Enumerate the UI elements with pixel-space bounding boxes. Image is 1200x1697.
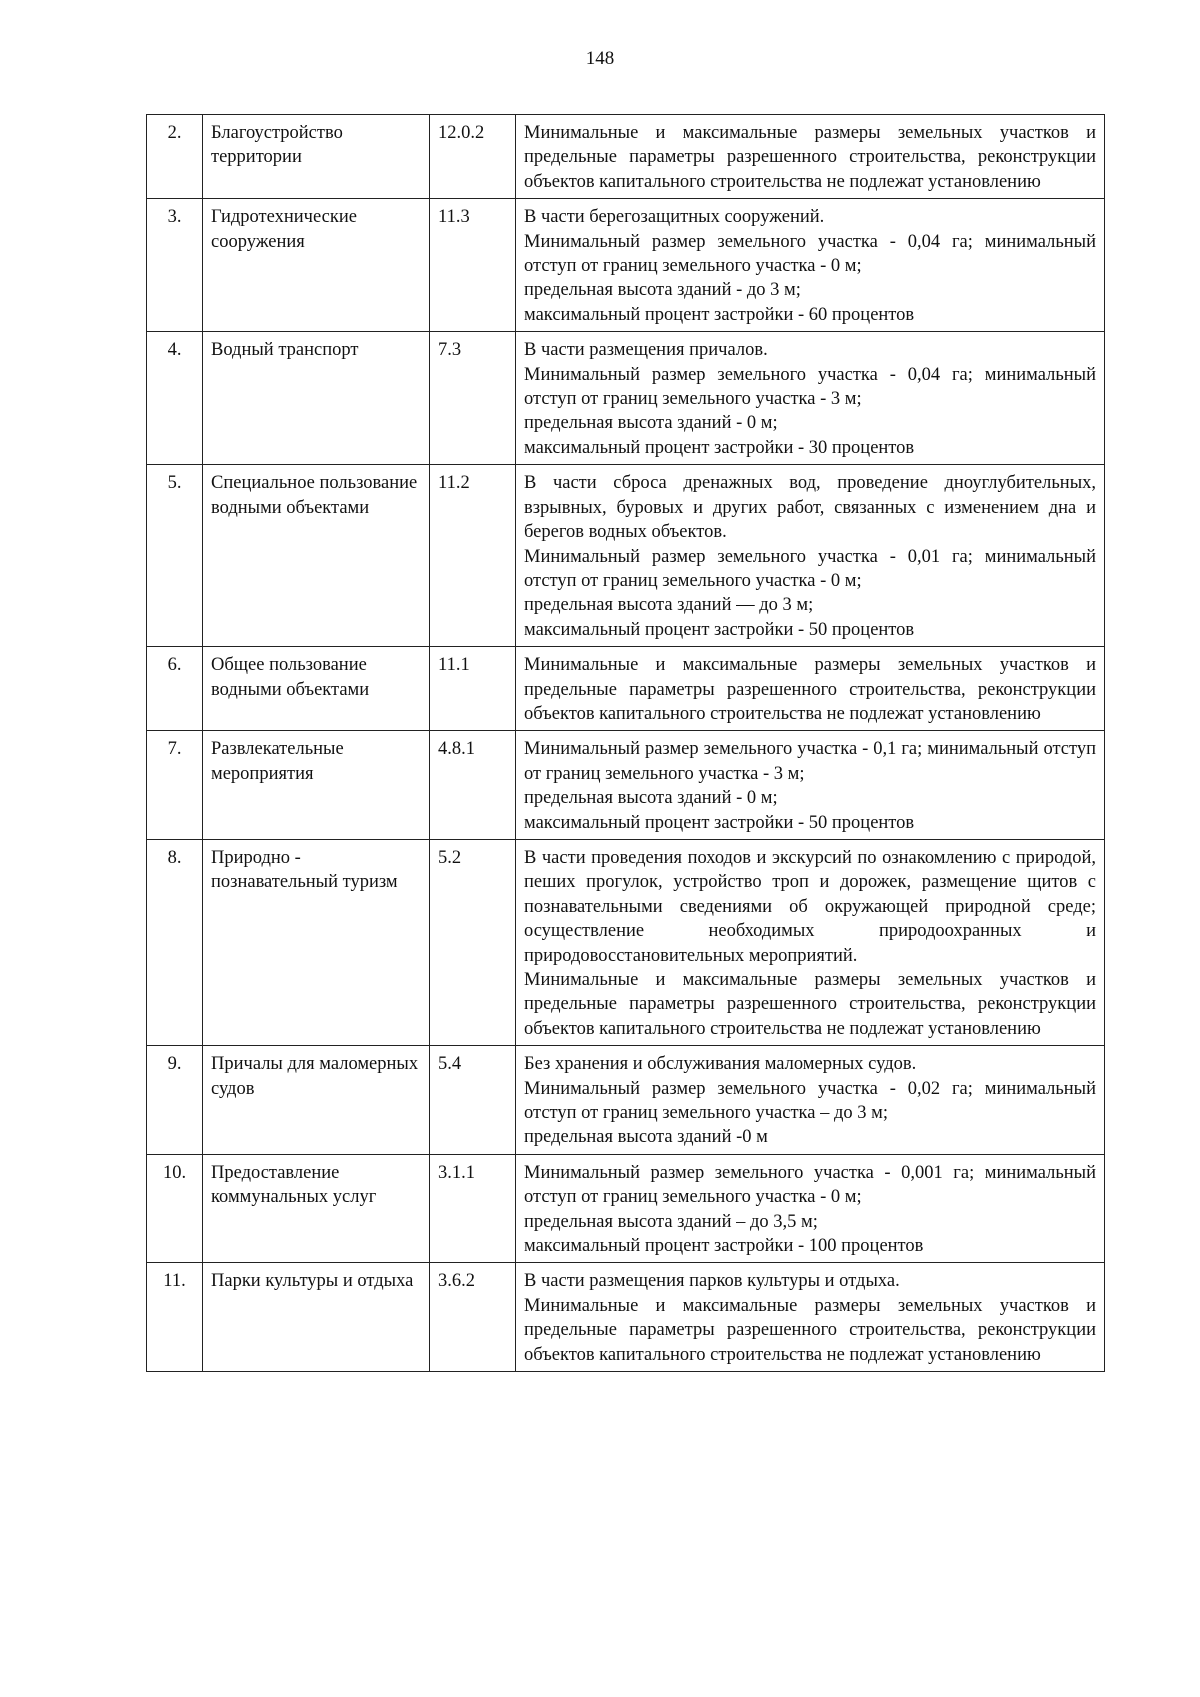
parameter-text: Минимальный размер земельного участка - 0,1 га; минимальный отступ от границ земельного участка - 3 м;	[524, 739, 1096, 784]
table-row	[147, 647, 1105, 731]
permitted-use-table	[146, 114, 1105, 1372]
use-code-cell: 12.0.2	[430, 115, 516, 199]
use-name-cell: Водный транспорт	[203, 332, 430, 465]
parameter-text: В части сброса дренажных вод, проведение дноуглубительных, взрывных, буровых и других работ, связанных с изменением дна и берегов водных объектов.	[524, 473, 1096, 543]
use-code-cell: 11.3	[430, 199, 516, 332]
parameters-cell	[516, 199, 1105, 332]
parameter-text: предельная высота зданий - 0 м;	[524, 413, 778, 434]
use-name-cell: Парки культуры и отдыха	[203, 1263, 430, 1372]
table-row	[147, 731, 1105, 840]
row-number-cell: 7.	[147, 731, 203, 840]
parameter-text: предельная высота зданий - 0 м;	[524, 788, 778, 809]
table-row	[147, 332, 1105, 465]
parameters-cell	[516, 731, 1105, 840]
table-body	[147, 115, 1105, 1372]
use-code-cell: 11.1	[430, 647, 516, 731]
parameter-text: предельная высота зданий -0 м	[524, 1127, 768, 1148]
use-name-cell: Общее пользование водными объектами	[203, 647, 430, 731]
page-number: 148	[585, 48, 615, 69]
parameter-text: Минимальные и максимальные размеры земельных участков и предельные параметры разрешенного строительства, реконструкции объектов капитального строительства не подлежат установлению	[524, 655, 1096, 724]
parameter-text: Минимальный размер земельного участка - 0,04 га; минимальный отступ от границ земельного участка - 3 м;	[524, 364, 1096, 410]
parameters-cell	[516, 332, 1105, 465]
use-code-cell: 3.1.1	[430, 1154, 516, 1263]
parameter-text: максимальный процент застройки - 60 процентов	[524, 304, 915, 325]
parameters-cell	[516, 465, 1105, 647]
table-row	[147, 199, 1105, 332]
parameter-text: Минимальные и максимальные размеры земельных участков и предельные параметры разрешенного строительства, реконструкции объектов капитального строительства не подлежат установлению	[524, 970, 1096, 1039]
row-number-cell: 9.	[147, 1046, 203, 1155]
parameters-cell	[516, 1046, 1105, 1155]
parameter-text: Минимальный размер земельного участка - 0,001 га; минимальный отступ от границ земельного участка - 0 м;	[524, 1162, 1096, 1208]
parameter-text: В части размещения причалов.	[524, 340, 768, 361]
row-number-cell: 11.	[147, 1263, 203, 1372]
row-number-cell: 4.	[147, 332, 203, 465]
parameter-text: предельная высота зданий - до 3 м;	[524, 280, 801, 301]
parameter-text: максимальный процент застройки - 50 процентов	[524, 812, 915, 833]
use-code-cell: 3.6.2	[430, 1263, 516, 1372]
row-number-cell: 8.	[147, 839, 203, 1045]
use-name-cell: Специальное пользование водными объектами	[203, 465, 430, 647]
use-code-cell: 11.2	[430, 465, 516, 647]
row-number-cell: 3.	[147, 199, 203, 332]
parameter-text: максимальный процент застройки - 50 процентов	[524, 619, 915, 640]
parameter-text: В части размещения парков культуры и отдыха.	[524, 1271, 900, 1292]
parameters-cell	[516, 1154, 1105, 1263]
table-row	[147, 1154, 1105, 1263]
use-name-cell: Гидротехнические сооружения	[203, 199, 430, 332]
use-name-cell: Предоставление коммунальных услуг	[203, 1154, 430, 1263]
parameter-text: Минимальные и максимальные размеры земельных участков и предельные параметры разрешенного строительства, реконструкции объектов капитального строительства не подлежат установлению	[524, 1295, 1096, 1365]
parameter-text: В части берегозащитных сооружений.	[524, 207, 825, 228]
row-number-cell: 6.	[147, 647, 203, 731]
parameters-cell	[516, 839, 1105, 1045]
parameter-text: Минимальные и максимальные размеры земельных участков и предельные параметры разрешенного строительства, реконструкции объектов капитального строительства не подлежат установлению	[524, 123, 1096, 192]
row-number-cell: 10.	[147, 1154, 203, 1263]
table-row	[147, 1263, 1105, 1372]
parameters-cell	[516, 115, 1105, 199]
use-name-cell: Причалы для маломерных судов	[203, 1046, 430, 1155]
parameter-text: Минимальный размер земельного участка - 0,01 га; минимальный отступ от границ земельного участка - 0 м;	[524, 546, 1096, 591]
parameter-text: Без хранения и обслуживания маломерных судов.	[524, 1054, 917, 1075]
use-code-cell: 4.8.1	[430, 731, 516, 840]
table-row	[147, 1046, 1105, 1155]
parameters-cell	[516, 647, 1105, 731]
parameter-text: В части проведения походов и экскурсий по ознакомлению с природой, пеших прогулок, устройство троп и дорожек, размещение щитов с познавательными сведениями об окружающей природной среде; осуществление необходимых природоохранных и природовосстановительных мероприятий.	[524, 847, 1096, 966]
parameter-text: Минимальный размер земельного участка - 0,02 га; минимальный отступ от границ земельного участка – до 3 м;	[524, 1078, 1096, 1124]
use-name-cell: Благоустройство территории	[203, 115, 430, 199]
row-number-cell: 2.	[147, 115, 203, 199]
table-row	[147, 465, 1105, 647]
parameter-text: предельная высота зданий — до 3 м;	[524, 595, 814, 616]
use-name-cell: Природно - познавательный туризм	[203, 839, 430, 1045]
use-name-cell: Развлекательные мероприятия	[203, 731, 430, 840]
use-code-cell: 5.2	[430, 839, 516, 1045]
use-code-cell: 7.3	[430, 332, 516, 465]
table-row	[147, 839, 1105, 1045]
table-row	[147, 115, 1105, 199]
use-code-cell: 5.4	[430, 1046, 516, 1155]
parameter-text: предельная высота зданий – до 3,5 м;	[524, 1211, 818, 1232]
row-number-cell: 5.	[147, 465, 203, 647]
parameter-text: максимальный процент застройки - 30 процентов	[524, 437, 915, 458]
parameter-text: максимальный процент застройки - 100 процентов	[524, 1236, 924, 1257]
parameter-text: Минимальный размер земельного участка - 0,04 га; минимальный отступ от границ земельного участка - 0 м;	[524, 231, 1096, 277]
parameters-cell	[516, 1263, 1105, 1372]
